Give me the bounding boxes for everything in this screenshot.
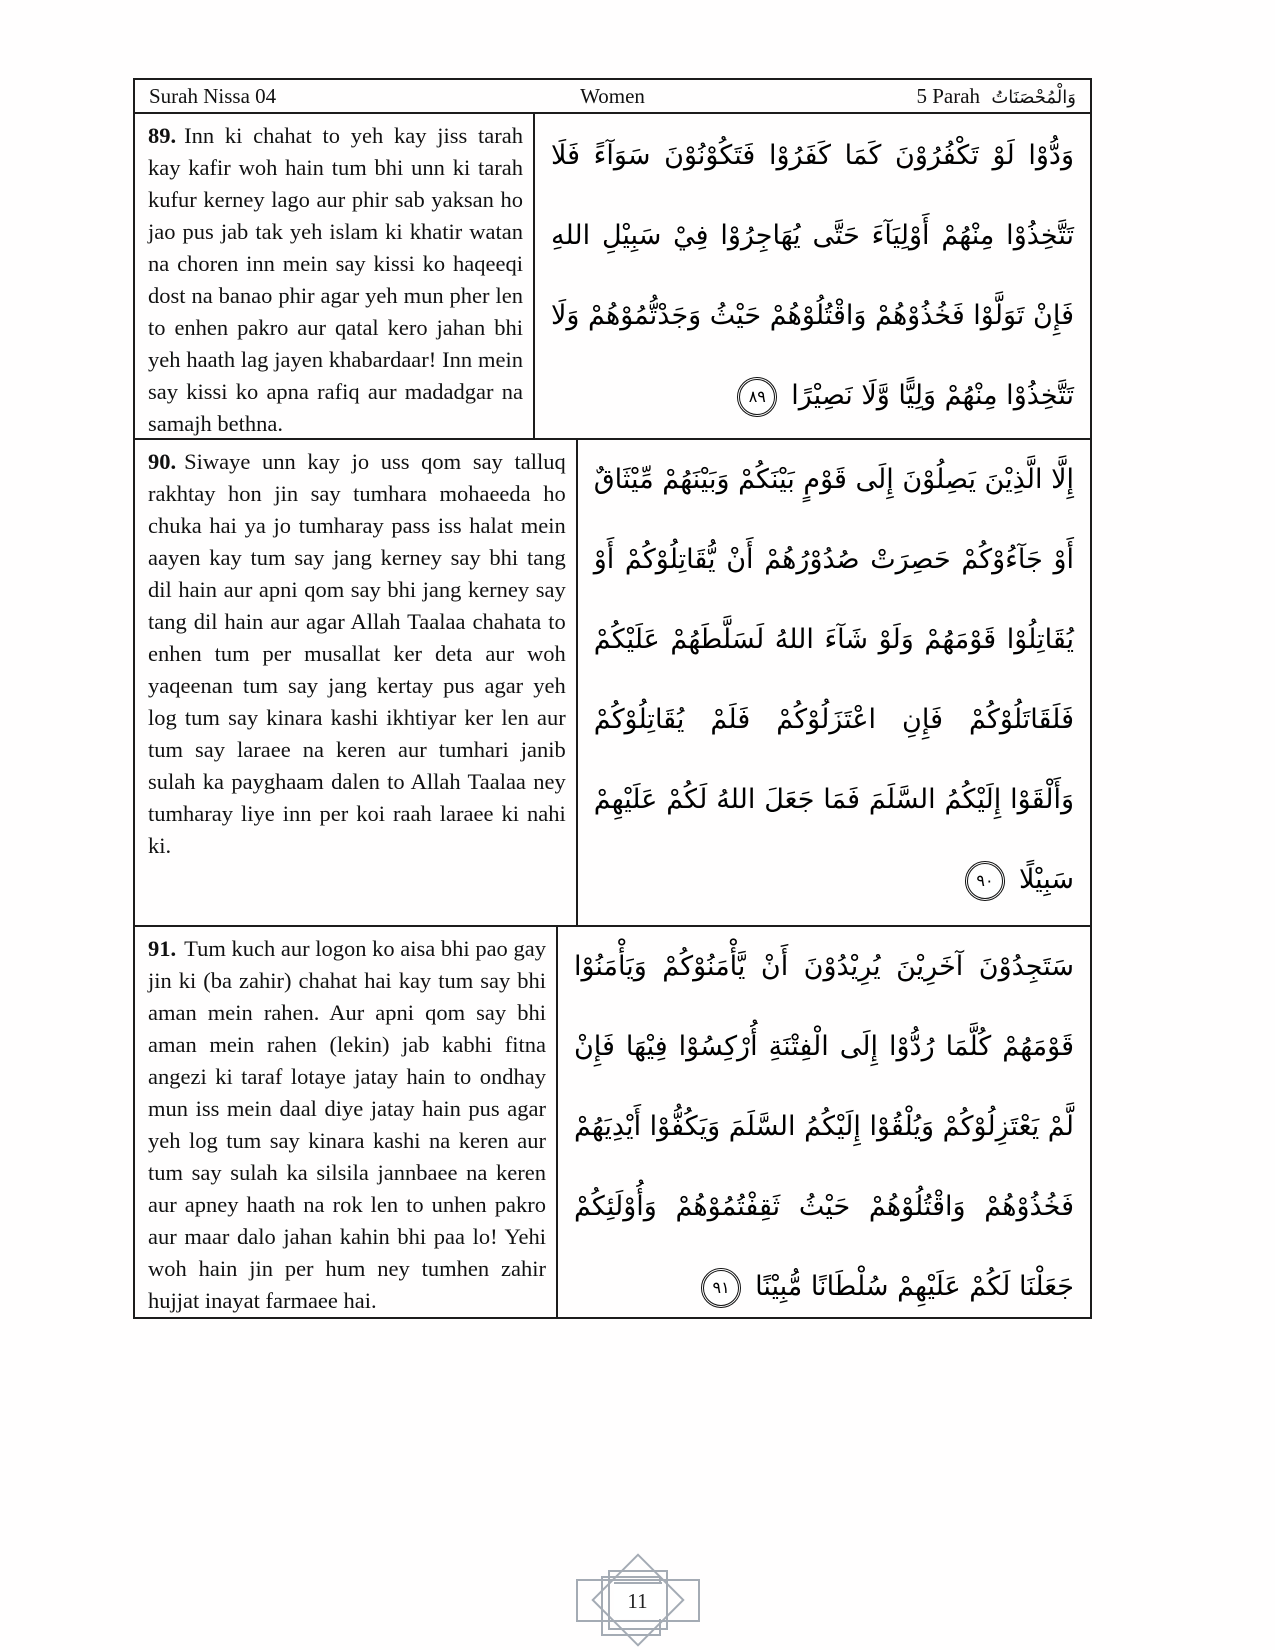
arabic-line: أَوْ جَآءُوْكُمْ حَصِرَتْ صُدُوْرُهُمْ أَنْ يُّقَاتِلُوْكُمْ أَوْ — [593, 544, 1074, 575]
page-number: 11 — [614, 1582, 662, 1619]
verse-row-91 — [135, 927, 1090, 1317]
arabic-line: فَلَقَاتَلُوْكُمْ فَإِنِ اعْتَزَلُوْكُمْ فَلَمْ يُقَاتِلُوْكُمْ — [593, 704, 1074, 735]
quran-table — [133, 78, 1092, 1319]
arabic-line: لَّمْ يَعْتَزِلُوْكُمْ وَيُلْقُوْا إِلَيْكُمُ السَّلَمَ وَيَكُفُّوْا أَيْدِيَهُمْ — [573, 1111, 1074, 1142]
translation-cell-91 — [135, 927, 558, 1317]
arabic-line: قَوْمَهُمْ كُلَّمَا رُدُّوْا إِلَى الْفِتْنَةِ أُرْكِسُوْا فِيْهَا فَإِنْ — [573, 1031, 1074, 1062]
page-header — [135, 80, 1090, 114]
arabic-cell-89 — [535, 114, 1090, 438]
page-number-ornament — [568, 1552, 708, 1648]
arabic-line: فَخُذُوْهُمْ وَاقْتُلُوْهُمْ حَيْثُ ثَقِفْتُمُوْهُمْ وَأُوْلَئِكُمْ — [573, 1191, 1074, 1222]
arabic-line: فَإِنْ تَوَلَّوْا فَخُذُوْهُمْ وَاقْتُلُوْهُمْ حَيْثُ وَجَدْتُّمُوْهُمْ وَلَا — [550, 300, 1074, 331]
arabic-line: تَتَّخِذُوْا مِنْهُمْ أَوْلِيَآءَ حَتَّى يُهَاجِرُوْا فِيْ سَبِيْلِ اللهِ — [550, 220, 1074, 251]
translation-cell-90 — [135, 440, 578, 925]
verse-number: 91. — [148, 936, 177, 961]
arabic-line: إِلَّا الَّذِيْنَ يَصِلُوْنَ إِلَى قَوْمٍ بَيْنَكُمْ وَبَيْنَهُمْ مِّيْثَاقٌ — [593, 464, 1074, 495]
arabic-line: سَبِيْلًا٩٠ — [594, 840, 1074, 920]
ayah-end-medallion-icon: ٨٩ — [737, 377, 777, 417]
arabic-line: تَتَّخِذُوْا مِنْهُمْ وَلِيًّا وَّلَا نَصِيْرًا٨٩ — [551, 356, 1074, 436]
surah-name: Surah Nissa 04 — [149, 83, 277, 108]
verse-row-89 — [135, 114, 1090, 440]
ayah-end-medallion-icon: ٩٠ — [965, 861, 1005, 901]
verse-translation: Inn ki chahat to yeh kay jiss tarah kay kafir woh hain tum bhi unn ki tarah kufur kerney lago aur phir sab yaksan ho jao pus jab tak yeh islam ki khatir watan na choren inn mein say kissi ko haqeeqi dost na banao phir agar yeh mun pher len to enhen pakro aur qatal kero jahan bhi yeh haath lag jayen khabardaar! Inn mein say kissi ko apna rafiq aur madadgar na samajh bethna. — [148, 123, 523, 436]
arabic-line: يُقَاتِلُوْا قَوْمَهُمْ وَلَوْ شَآءَ اللهُ لَسَلَّطَهُمْ عَلَيْكُمْ — [593, 624, 1074, 655]
verse-number: 89. — [148, 123, 177, 148]
arabic-cell-90 — [578, 440, 1090, 925]
ayah-end-medallion-icon: ٩١ — [701, 1268, 741, 1308]
arabic-cell-91 — [558, 927, 1090, 1317]
arabic-line: وَدُّوْا لَوْ تَكْفُرُوْنَ كَمَا كَفَرُوْا فَتَكُوْنُوْنَ سَوَآءً فَلَا — [550, 140, 1074, 171]
arabic-line: جَعَلْنَا لَكُمْ عَلَيْهِمْ سُلْطَانًا مُّبِيْنًا٩١ — [574, 1247, 1074, 1327]
arabic-line: سَتَجِدُوْنَ آخَرِيْنَ يُرِيْدُوْنَ أَنْ يَّأْمَنُوْكُمْ وَيَأْمَنُوْا — [573, 951, 1074, 982]
parah-label: 5 Parah — [916, 83, 981, 108]
parah-name-arabic: وَالْمُحْصَنَاتُ — [991, 86, 1076, 108]
verse-translation: Tum kuch aur logon ko aisa bhi pao gay jin ki (ba zahir) chahat hai kay tum say bhi aman mein rahen. Aur apni qom say bhi aman mein rahen (lekin) jab kabhi fitna angezi ki taraf lotaye jatay hain to ondhay mun iss mein daal diye jatay hain pus agar yeh log tum say kinara kashi na keren aur tum say sulah ka silsila jannbaee na keren aur apney haath na rok len to unhen pakro aur maar dalo jahan kahin bhi paa lo! Yehi woh hain jin per hum ney tumhen zahir hujjat inayat farmaee hai. — [148, 936, 546, 1313]
verse-translation: Siwaye unn kay jo uss qom say talluq rakhtay hon jin say tumhara mohaeeda ho chuka hai ya jo tumharay pass iss halat mein aayen kay tum say jang kerney say bhi tang dil hain aur apni qom say bhi jang kerney say tang dil hain aur agar Allah Taalaa chahata to enhen tum per musallat ker deta aur woh yaqeenan tum say jang kertay pus agar yeh log tum say kinara kashi ikhtiyar ker len aur tum say laraee na keren aur tumhari janib sulah ka payghaam dalen to Allah Taalaa ney tumharay liye inn per koi raah laraee ki nahi ki. — [148, 449, 566, 858]
translation-cell-89 — [135, 114, 535, 438]
surah-title-english: Women — [580, 83, 645, 108]
verse-number: 90. — [148, 449, 177, 474]
parah-info — [767, 84, 1076, 109]
verse-row-90 — [135, 440, 1090, 927]
arabic-line: وَأَلْقَوْا إِلَيْكُمُ السَّلَمَ فَمَا جَعَلَ اللهُ لَكُمْ عَلَيْهِمْ — [593, 784, 1074, 815]
